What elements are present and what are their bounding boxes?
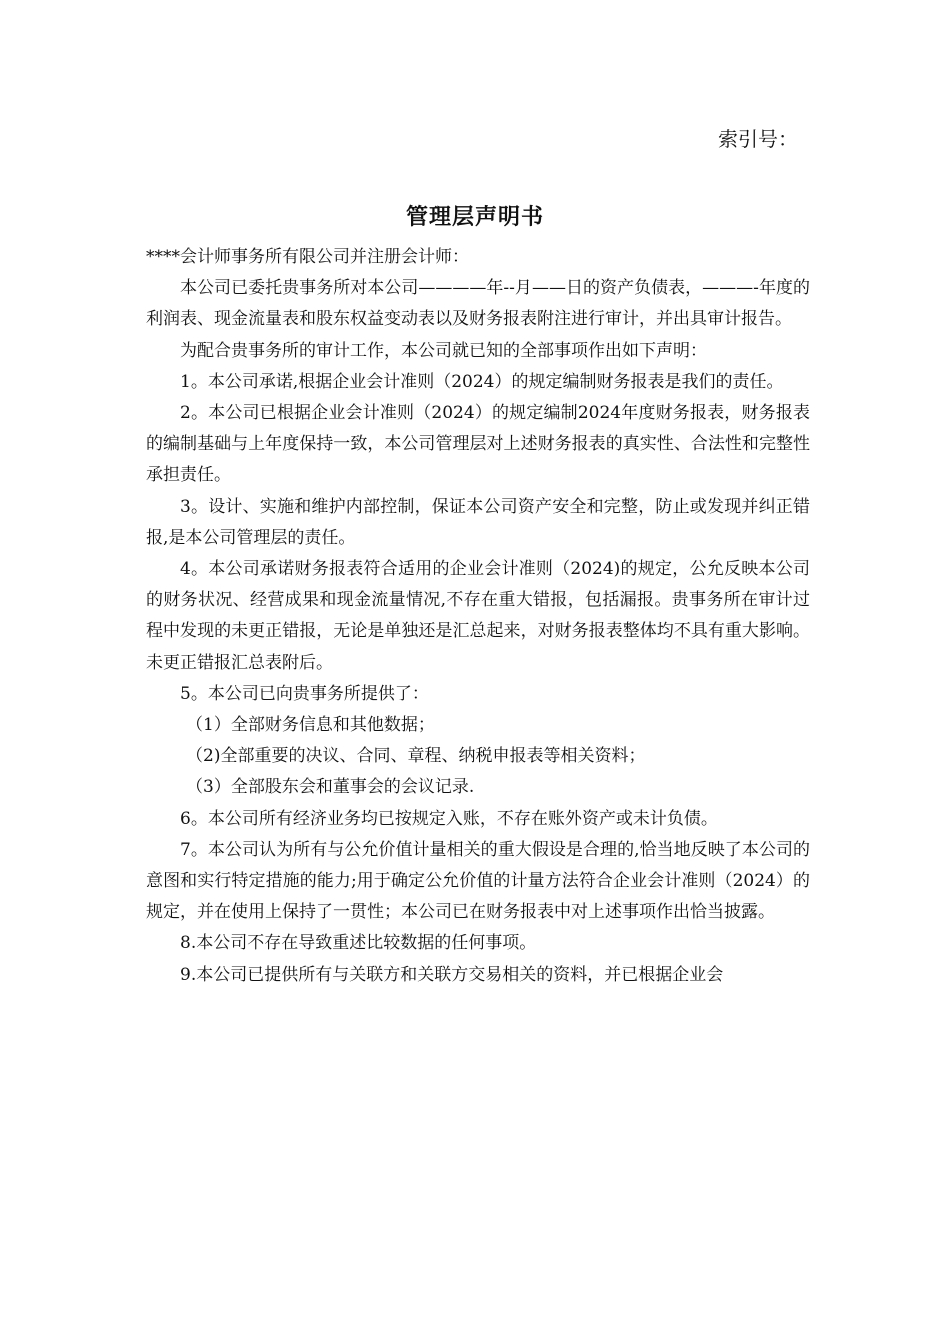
paragraph-item-6: 6。本公司所有经济业务均已按规定入账，不存在账外资产或未计负债。 — [180, 808, 718, 829]
subitem-5-2: （2)全部重要的决议、合同、章程、纳税申报表等相关资料； — [186, 746, 646, 767]
document-title: 管理层声明书 — [405, 205, 544, 230]
paragraph-item-1: 1。本公司承诺,根据企业会计准则（2024）的规定编制财务报表是我们的责任。 — [180, 371, 784, 392]
subitem-5-3: （3）全部股东会和董事会的会议记录. — [186, 777, 475, 798]
paragraph-item-7: 7。本公司认为所有与公允价值计量相关的重大假设是合理的,恰当地反映了本公司的意图和实行特定措施的能力;用于确定公允价值的计量方法符合企业会计准则（2024）的规定，并在使用上保持了一贯性；本公司已在财务报表中对上述事项作出恰当披露。 — [146, 839, 810, 923]
subitem-5-1: （1）全部财务信息和其他数据； — [186, 715, 435, 736]
paragraph-item-2: 2。本公司已根据企业会计准则（2024）的规定编制2024年度财务报表，财务报表的编制基础与上年度保持一致，本公司管理层对上述财务报表的真实性、合法性和完整性承担责任。 — [146, 403, 810, 486]
paragraph-item-9: 9.本公司已提供所有与关联方和关联方交易相关的资料，并已根据企业会 — [180, 964, 724, 985]
paragraph-item-8: 8.本公司不存在导致重述比较数据的任何事项。 — [180, 933, 537, 954]
paragraph-item-5: 5。本公司已向贵事务所提供了： — [180, 683, 429, 704]
document-body — [146, 242, 810, 991]
paragraph-item-3: 3。设计、实施和维护内部控制，保证本公司资产安全和完整，防止或发现并纠正错报,是本公司管理层的责任。 — [146, 496, 810, 548]
paragraph-declaration-lead: 为配合贵事务所的审计工作，本公司就已知的全部事项作出如下声明： — [180, 340, 707, 361]
index-number-label: 索引号： — [718, 127, 798, 151]
paragraph-intro: 本公司已委托贵事务所对本公司————年--月——日的资产负债表，———-年度的利润表、现金流量表和股东权益变动表以及财务报表附注进行审计，并出具审计报告。 — [146, 278, 810, 330]
paragraph-item-4: 4。本公司承诺财务报表符合适用的企业会计准则（2024)的规定，公允反映本公司的财务状况、经营成果和现金流量情况,不存在重大错报，包括漏报。贵事务所在审计过程中发现的未更正错报，无论是单独还是汇总起来，对财务报表整体均不具有重大影响。未更正错报汇总表附后。 — [146, 559, 810, 673]
addressee-line: ****会计师事务所有限公司并注册会计师： — [146, 247, 469, 267]
